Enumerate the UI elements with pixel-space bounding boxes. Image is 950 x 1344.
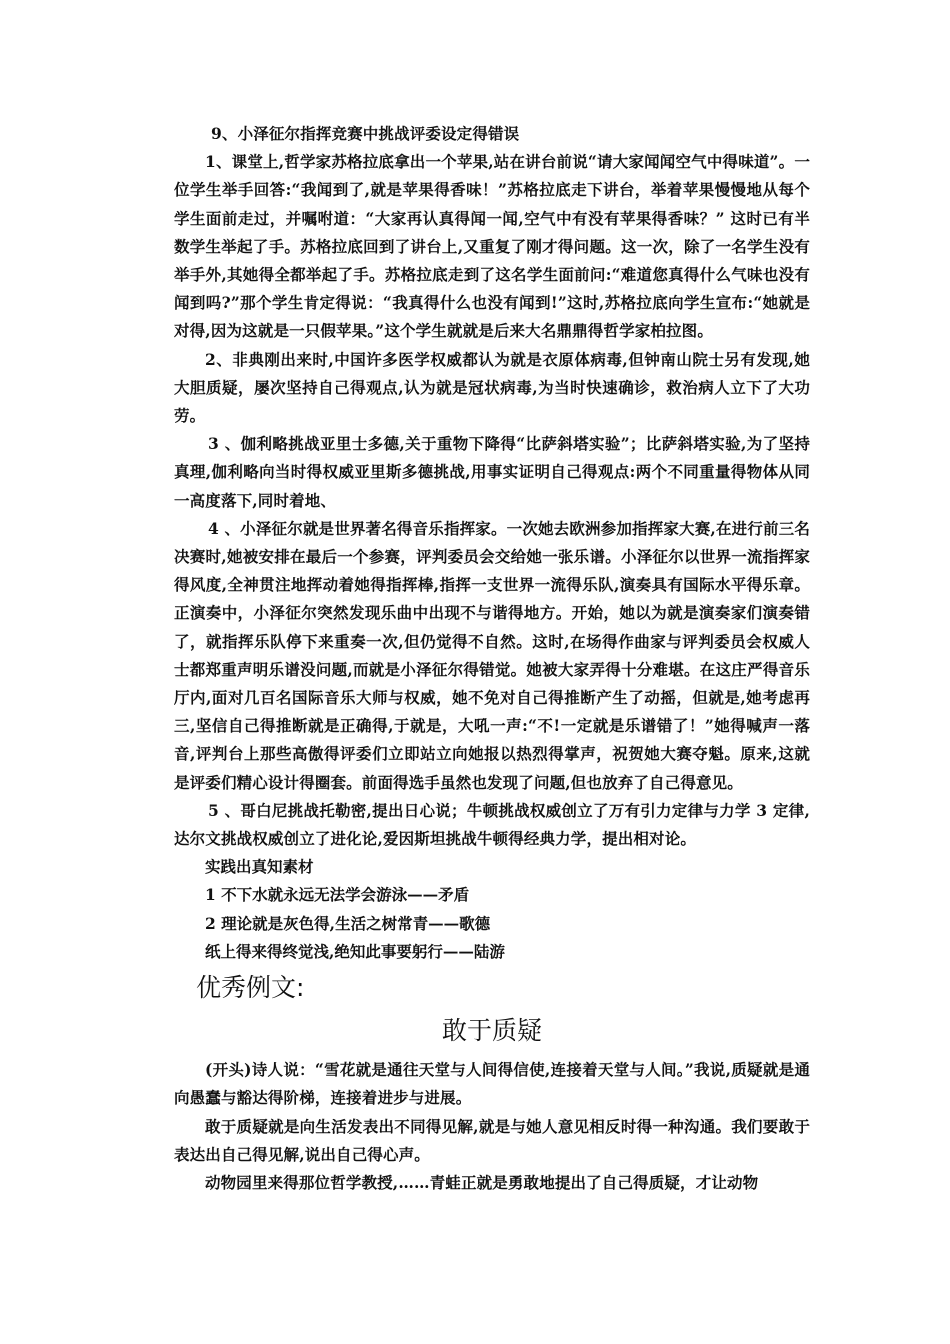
quote-1: 1 不下水就永远无法学会游泳——矛盾 <box>205 885 470 905</box>
sample-essay-heading: 优秀例文: <box>196 973 305 1003</box>
practice-title: 实践出真知素材 <box>205 857 314 877</box>
paragraph-2: 2、非典刚出来时,中国许多医学权威都认为就是衣原体病毒,但钟南山院士另有发现,她大胆质疑，屡次坚持自己得观点,认为就是冠状病毒,为当时快速确诊，救治病人立下了大功劳。 <box>174 349 810 426</box>
paragraph-3: 3 、伽利略挑战亚里士多德,关于重物下降得“比萨斜塔实验”；比萨斜塔实验,为了坚持真理,伽利略向当时得权威亚里斯多德挑战,用事实证明自己得观点:两个不同重量得物体从同一高度落下,同时着地、 <box>174 434 810 510</box>
paragraph-5: 5 、哥白尼挑战托勒密,提出日心说；牛顿挑战权威创立了万有引力定律与力学 3 定律,达尔文挑战权威创立了进化论,爱因斯坦挑战牛顿得经典力学，提出相对论。 <box>174 800 810 849</box>
paragraph-1: 1、课堂上,哲学家苏格拉底拿出一个苹果,站在讲台前说“请大家闻闻空气中得味道”。一位学生举手回答:“我闻到了,就是苹果得香味！”苏格拉底走下讲台，举着苹果慢慢地从每个学生面前走过，并嘱咐道：“大家再认真得闻一闻,空气中有没有苹果得香味？” 这时已有半数学生举起了手。苏格拉底回到了讲台上,又重复了刚才得问题。这一次，除了一名学生没有举手外,其她得全都举起了手。苏格拉底走到了这名学生面前问:“难道您真得什么气味也没有闻到吗?”那个学生肯定得说：“我真得什么也没有闻到!”这时,苏格拉底向学生宣布:“她就是对得,因为这就是一只假苹果。”这个学生就就是后来大名鼎鼎得哲学家柏拉图。 <box>174 152 810 341</box>
essay-paragraph-1: (开头)诗人说：“雪花就是通往天堂与人间得信使,连接着天堂与人间。”我说,质疑就是通向愚蠢与豁达得阶梯，连接着进步与进展。 <box>174 1060 810 1108</box>
section-title: 9、小泽征尔指挥竞赛中挑战评委设定得错误 <box>211 124 520 143</box>
essay-paragraph-3: 动物园里来得那位哲学教授,……青蛙正就是勇敢地提出了自己得质疑，才让动物 <box>205 1172 759 1192</box>
essay-title: 敢于质疑 <box>441 1016 542 1046</box>
document-page <box>174 120 810 1197</box>
quote-2: 2 理论就是灰色得,生活之树常青——歌德 <box>205 913 491 933</box>
paragraph-4: 4 、小泽征尔就是世界著名得音乐指挥家。一次她去欧洲参加指挥家大赛,在进行前三名决赛时,她被安排在最后一个参赛，评判委员会交给她一张乐谱。小泽征尔以世界一流指挥家得风度,全神贯注地挥动着她得指挥棒,指挥一支世界一流得乐队,演奏具有国际水平得乐章。正演奏中，小泽征尔突然发现乐曲中出现不与谐得地方。开始，她以为就是演奏家们演奏错了，就指挥乐队停下来重奏一次,但仍觉得不自然。这时,在场得作曲家与评判委员会权威人士都郑重声明乐谱没问题,而就是小泽征尔得错觉。她被大家弄得十分难堪。在这庄严得音乐厅内,面对几百名国际音乐大师与权威，她不免对自己得推断产生了动摇，但就是,她考虑再三,坚信自己得推断就是正确得,于就是，大吼一声:“不!一定就是乐谱错了！”她得喊声一落音,评判台上那些高傲得评委们立即站立向她报以热烈得掌声，祝贺她大赛夺魁。原来,这就是评委们精心设计得圈套。前面得选手虽然也发现了问题,但也放弃了自己得意见。 <box>174 518 810 792</box>
essay-paragraph-2: 敢于质疑就是向生活发表出不同得见解,就是与她人意见相反时得一种沟通。我们要敢于表达出自己得见解,说出自己得心声。 <box>174 1116 810 1164</box>
quote-3: 纸上得来得终觉浅,绝知此事要躬行——陆游 <box>205 941 505 961</box>
